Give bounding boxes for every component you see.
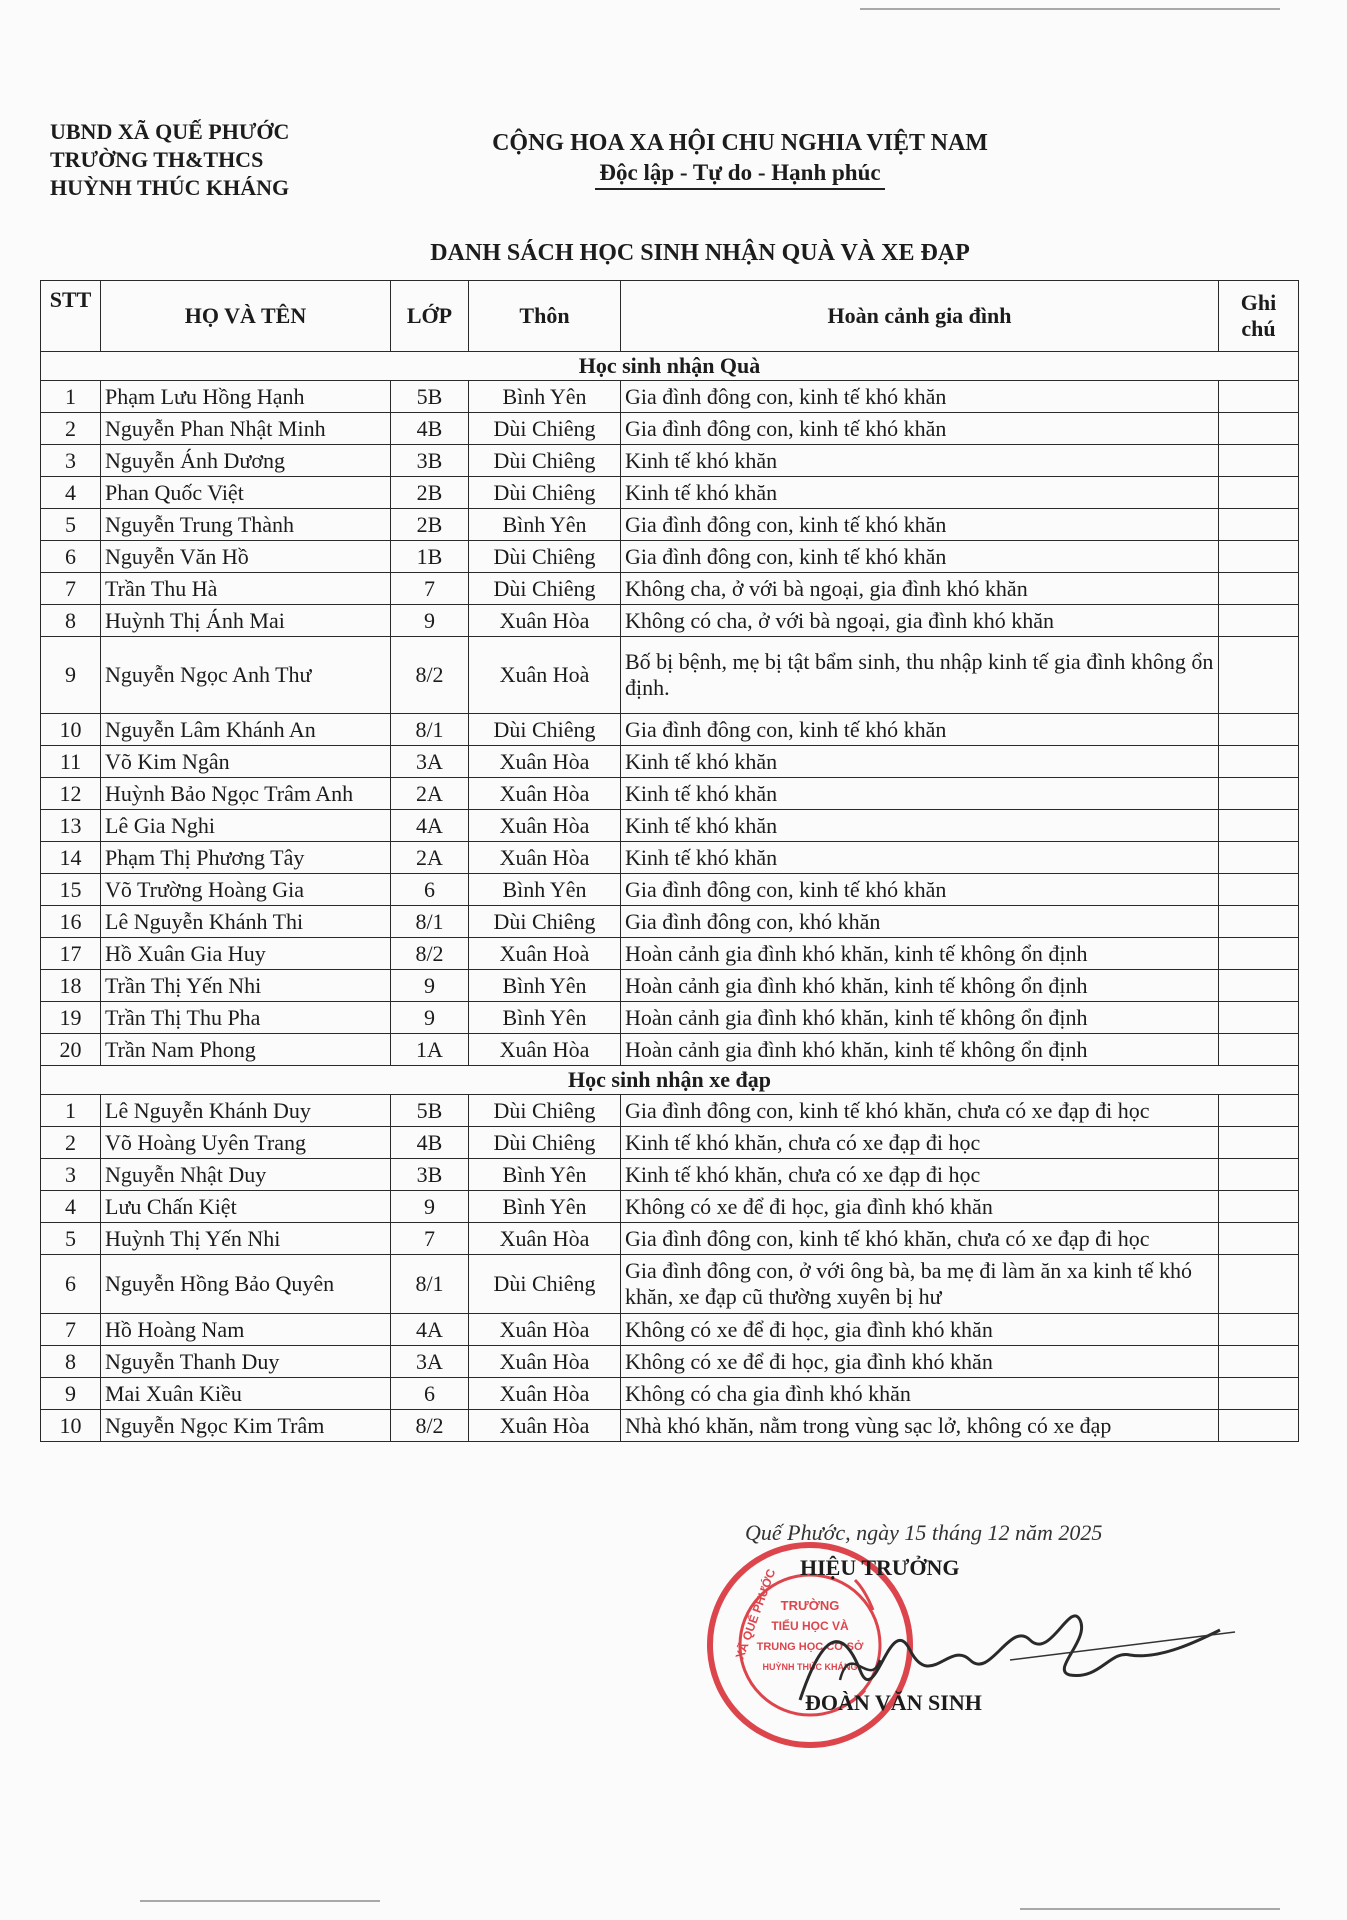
cell-situation: Hoàn cảnh gia đình khó khăn, kinh tế không ổn định: [621, 1034, 1219, 1066]
cell-note: [1219, 714, 1299, 746]
cell-class: 5B: [391, 381, 469, 413]
cell-class: 9: [391, 605, 469, 637]
cell-situation: Gia đình đông con, kinh tế khó khăn, chưa có xe đạp đi học: [621, 1223, 1219, 1255]
cell-name: Lưu Chấn Kiệt: [101, 1191, 391, 1223]
cell-situation: Kinh tế khó khăn: [621, 445, 1219, 477]
cell-village: Bình Yên: [469, 1159, 621, 1191]
cell-name: Phạm Thị Phương Tây: [101, 842, 391, 874]
cell-class: 3B: [391, 1159, 469, 1191]
cell-class: 3B: [391, 445, 469, 477]
cell-village: Dùi Chiêng: [469, 445, 621, 477]
cell-stt: 4: [41, 477, 101, 509]
cell-village: Bình Yên: [469, 1191, 621, 1223]
cell-name: Hồ Xuân Gia Huy: [101, 938, 391, 970]
table-row: [41, 573, 1299, 605]
cell-note: [1219, 938, 1299, 970]
cell-class: 5B: [391, 1095, 469, 1127]
cell-class: 1B: [391, 541, 469, 573]
cell-situation: Hoàn cảnh gia đình khó khăn, kinh tế không ổn định: [621, 970, 1219, 1002]
cell-name: Nguyễn Nhật Duy: [101, 1159, 391, 1191]
cell-stt: 9: [41, 637, 101, 714]
cell-village: Xuân Hòa: [469, 778, 621, 810]
cell-situation: Không có xe để đi học, gia đình khó khăn: [621, 1346, 1219, 1378]
cell-name: Nguyễn Ánh Dương: [101, 445, 391, 477]
cell-stt: 1: [41, 381, 101, 413]
cell-name: Nguyễn Lâm Khánh An: [101, 714, 391, 746]
cell-situation: Gia đình đông con, kinh tế khó khăn: [621, 874, 1219, 906]
cell-name: Trần Nam Phong: [101, 1034, 391, 1066]
table-row: [41, 1095, 1299, 1127]
cell-class: 8/1: [391, 714, 469, 746]
cell-village: Xuân Hòa: [469, 1410, 621, 1442]
cell-class: 4B: [391, 1127, 469, 1159]
cell-note: [1219, 1410, 1299, 1442]
cell-name: Nguyễn Trung Thành: [101, 509, 391, 541]
section-header-row: [41, 1066, 1299, 1095]
table-row: [41, 1346, 1299, 1378]
table-row: [41, 1127, 1299, 1159]
cell-stt: 6: [41, 1255, 101, 1314]
table-row: [41, 778, 1299, 810]
cell-name: Trần Thu Hà: [101, 573, 391, 605]
cell-village: Dùi Chiêng: [469, 714, 621, 746]
table-row: [41, 714, 1299, 746]
cell-name: Nguyễn Thanh Duy: [101, 1346, 391, 1378]
cell-note: [1219, 1034, 1299, 1066]
cell-class: 2A: [391, 842, 469, 874]
table-row: [41, 1002, 1299, 1034]
cell-class: 8/2: [391, 938, 469, 970]
cell-note: [1219, 970, 1299, 1002]
cell-village: Xuân Hòa: [469, 810, 621, 842]
cell-village: Bình Yên: [469, 1002, 621, 1034]
cell-class: 2B: [391, 477, 469, 509]
cell-note: [1219, 778, 1299, 810]
cell-stt: 7: [41, 573, 101, 605]
cell-situation: Không có xe để đi học, gia đình khó khăn: [621, 1191, 1219, 1223]
cell-stt: 2: [41, 1127, 101, 1159]
cell-stt: 12: [41, 778, 101, 810]
cell-village: Dùi Chiêng: [469, 1095, 621, 1127]
cell-class: 4B: [391, 413, 469, 445]
cell-name: Lê Gia Nghi: [101, 810, 391, 842]
cell-class: 3A: [391, 1346, 469, 1378]
cell-stt: 16: [41, 906, 101, 938]
cell-class: 8/1: [391, 1255, 469, 1314]
cell-name: Trần Thị Yến Nhi: [101, 970, 391, 1002]
date-line: Quế Phước, ngày 15 tháng 12 năm 2025: [745, 1520, 1103, 1545]
cell-class: 2B: [391, 509, 469, 541]
section-title: Học sinh nhận Quà: [41, 352, 1299, 381]
cell-note: [1219, 605, 1299, 637]
svg-text:TIỂU HỌC VÀ: TIỂU HỌC VÀ: [771, 1619, 849, 1633]
table-row: [41, 874, 1299, 906]
cell-name: Nguyễn Hồng Bảo Quyên: [101, 1255, 391, 1314]
cell-name: Phan Quốc Việt: [101, 477, 391, 509]
section-title: Học sinh nhận xe đạp: [41, 1066, 1299, 1095]
cell-class: 8/1: [391, 906, 469, 938]
cell-name: Phạm Lưu Hồng Hạnh: [101, 381, 391, 413]
cell-situation: Không cha, ở với bà ngoại, gia đình khó khăn: [621, 573, 1219, 605]
cell-class: 9: [391, 1191, 469, 1223]
col-header-village: Thôn: [469, 281, 621, 352]
cell-situation: Gia đình đông con, kinh tế khó khăn: [621, 509, 1219, 541]
cell-class: 8/2: [391, 1410, 469, 1442]
table-row: [41, 906, 1299, 938]
cell-situation: Không có xe để đi học, gia đình khó khăn: [621, 1314, 1219, 1346]
cell-stt: 20: [41, 1034, 101, 1066]
cell-note: [1219, 413, 1299, 445]
col-header-note: Ghi chú: [1219, 281, 1299, 352]
cell-note: [1219, 573, 1299, 605]
cell-situation: Gia đình đông con, kinh tế khó khăn: [621, 541, 1219, 573]
section-header-row: [41, 352, 1299, 381]
cell-situation: Nhà khó khăn, nằm trong vùng sạc lở, không có xe đạp: [621, 1410, 1219, 1442]
cell-stt: 7: [41, 1314, 101, 1346]
cell-stt: 3: [41, 445, 101, 477]
principal-title: HIỆU TRƯỞNG: [800, 1555, 960, 1580]
cell-stt: 8: [41, 605, 101, 637]
cell-village: Xuân Hòa: [469, 1378, 621, 1410]
cell-stt: 17: [41, 938, 101, 970]
cell-village: Bình Yên: [469, 874, 621, 906]
cell-name: Lê Nguyễn Khánh Duy: [101, 1095, 391, 1127]
signer-name: ĐOÀN VĂN SINH: [805, 1690, 982, 1715]
scan-edge-top: [860, 8, 1280, 10]
header-right: [420, 128, 1060, 190]
cell-village: Dùi Chiêng: [469, 1127, 621, 1159]
svg-text:XÃ QUẾ PHƯỚC: XÃ QUẾ PHƯỚC: [732, 1567, 779, 1662]
cell-class: 2A: [391, 778, 469, 810]
col-header-stt: STT: [41, 281, 101, 352]
cell-situation: Kinh tế khó khăn: [621, 746, 1219, 778]
cell-stt: 10: [41, 714, 101, 746]
cell-stt: 9: [41, 1378, 101, 1410]
cell-stt: 19: [41, 1002, 101, 1034]
cell-name: Huỳnh Bảo Ngọc Trâm Anh: [101, 778, 391, 810]
cell-name: Lê Nguyễn Khánh Thi: [101, 906, 391, 938]
cell-village: Bình Yên: [469, 509, 621, 541]
cell-note: [1219, 637, 1299, 714]
table-body: [41, 352, 1299, 1442]
cell-village: Xuân Hòa: [469, 1034, 621, 1066]
cell-stt: 14: [41, 842, 101, 874]
cell-village: Xuân Hoà: [469, 938, 621, 970]
document-title: DANH SÁCH HỌC SINH NHẬN QUÀ VÀ XE ĐẠP: [430, 240, 970, 266]
table-row: [41, 477, 1299, 509]
cell-name: Trần Thị Thu Pha: [101, 1002, 391, 1034]
cell-village: Xuân Hòa: [469, 1346, 621, 1378]
cell-name: Huỳnh Thị Ánh Mai: [101, 605, 391, 637]
cell-class: 4A: [391, 1314, 469, 1346]
cell-name: Nguyễn Ngọc Kim Trâm: [101, 1410, 391, 1442]
cell-village: Dùi Chiêng: [469, 541, 621, 573]
cell-name: Nguyễn Phan Nhật Minh: [101, 413, 391, 445]
cell-name: Võ Kim Ngân: [101, 746, 391, 778]
table-row: [41, 746, 1299, 778]
cell-name: Nguyễn Ngọc Anh Thư: [101, 637, 391, 714]
table-row: [41, 1378, 1299, 1410]
cell-name: Huỳnh Thị Yến Nhi: [101, 1223, 391, 1255]
cell-name: Võ Hoàng Uyên Trang: [101, 1127, 391, 1159]
cell-note: [1219, 1378, 1299, 1410]
cell-note: [1219, 1314, 1299, 1346]
cell-situation: Kinh tế khó khăn: [621, 842, 1219, 874]
cell-situation: Không có cha, ở với bà ngoại, gia đình khó khăn: [621, 605, 1219, 637]
cell-class: 4A: [391, 810, 469, 842]
cell-class: 6: [391, 1378, 469, 1410]
cell-situation: Hoàn cảnh gia đình khó khăn, kinh tế không ổn định: [621, 938, 1219, 970]
cell-village: Dùi Chiêng: [469, 1255, 621, 1314]
cell-stt: 11: [41, 746, 101, 778]
cell-stt: 2: [41, 413, 101, 445]
cell-stt: 8: [41, 1346, 101, 1378]
cell-village: Xuân Hòa: [469, 1223, 621, 1255]
cell-note: [1219, 1159, 1299, 1191]
cell-situation: Kinh tế khó khăn: [621, 477, 1219, 509]
cell-village: Xuân Hòa: [469, 605, 621, 637]
cell-stt: 1: [41, 1095, 101, 1127]
col-header-situation: Hoàn cảnh gia đình: [621, 281, 1219, 352]
table-row: [41, 1314, 1299, 1346]
cell-stt: 15: [41, 874, 101, 906]
cell-situation: Kinh tế khó khăn, chưa có xe đạp đi học: [621, 1127, 1219, 1159]
cell-village: Bình Yên: [469, 381, 621, 413]
cell-village: Dùi Chiêng: [469, 477, 621, 509]
svg-text:TRƯỜNG: TRƯỜNG: [780, 1598, 840, 1613]
cell-stt: 4: [41, 1191, 101, 1223]
national-title: CỘNG HOA XA HỘI CHU NGHIA VIỆT NAM: [492, 130, 988, 156]
cell-situation: Gia đình đông con, ở với ông bà, ba mẹ đi làm ăn xa kinh tế khó khăn, xe đạp cũ thường xuyên bị hư: [621, 1255, 1219, 1314]
cell-situation: Bố bị bệnh, mẹ bị tật bẩm sinh, thu nhập kinh tế gia đình không ổn định.: [621, 637, 1219, 714]
svg-text:TRUNG HỌC CƠ SỞ: TRUNG HỌC CƠ SỞ: [756, 1641, 864, 1653]
col-header-class: LỚP: [391, 281, 469, 352]
table-row: [41, 509, 1299, 541]
cell-note: [1219, 746, 1299, 778]
cell-village: Xuân Hòa: [469, 842, 621, 874]
cell-situation: Kinh tế khó khăn: [621, 810, 1219, 842]
cell-note: [1219, 1255, 1299, 1314]
cell-stt: 5: [41, 509, 101, 541]
table-row: [41, 445, 1299, 477]
authority-name: UBND XÃ QUẾ PHƯỚC: [50, 119, 290, 144]
cell-note: [1219, 381, 1299, 413]
table-row: [41, 381, 1299, 413]
table-header-row: [41, 281, 1299, 352]
cell-note: [1219, 1127, 1299, 1159]
cell-stt: 3: [41, 1159, 101, 1191]
cell-class: 7: [391, 1223, 469, 1255]
scan-edge-bottom: [140, 1900, 380, 1902]
table-row: [41, 413, 1299, 445]
cell-note: [1219, 1002, 1299, 1034]
cell-note: [1219, 445, 1299, 477]
cell-note: [1219, 1223, 1299, 1255]
cell-village: Dùi Chiêng: [469, 573, 621, 605]
cell-class: 7: [391, 573, 469, 605]
table-row: [41, 810, 1299, 842]
cell-situation: Gia đình đông con, kinh tế khó khăn, chưa có xe đạp đi học: [621, 1095, 1219, 1127]
cell-note: [1219, 874, 1299, 906]
cell-village: Bình Yên: [469, 970, 621, 1002]
cell-stt: 18: [41, 970, 101, 1002]
scan-edge-bottom-right: [1020, 1908, 1280, 1910]
table-row: [41, 1159, 1299, 1191]
cell-note: [1219, 477, 1299, 509]
table-row: [41, 1034, 1299, 1066]
cell-situation: Gia đình đông con, kinh tế khó khăn: [621, 714, 1219, 746]
cell-situation: Kinh tế khó khăn, chưa có xe đạp đi học: [621, 1159, 1219, 1191]
table-row: [41, 637, 1299, 714]
cell-class: 6: [391, 874, 469, 906]
cell-stt: 6: [41, 541, 101, 573]
col-header-name: HỌ VÀ TÊN: [101, 281, 391, 352]
cell-village: Dùi Chiêng: [469, 413, 621, 445]
table-row: [41, 970, 1299, 1002]
cell-situation: Gia đình đông con, khó khăn: [621, 906, 1219, 938]
cell-stt: 10: [41, 1410, 101, 1442]
cell-village: Dùi Chiêng: [469, 906, 621, 938]
table-row: [41, 842, 1299, 874]
cell-note: [1219, 1346, 1299, 1378]
table-row: [41, 1191, 1299, 1223]
table-row: [41, 1223, 1299, 1255]
cell-name: Hồ Hoàng Nam: [101, 1314, 391, 1346]
cell-village: Xuân Hoà: [469, 637, 621, 714]
cell-note: [1219, 509, 1299, 541]
header-left: [50, 118, 289, 202]
cell-situation: Hoàn cảnh gia đình khó khăn, kinh tế không ổn định: [621, 1002, 1219, 1034]
table-row: [41, 541, 1299, 573]
student-table: [40, 280, 1299, 1442]
cell-note: [1219, 906, 1299, 938]
cell-class: 9: [391, 1002, 469, 1034]
svg-text:HUỲNH THÚC KHÁNG: HUỲNH THÚC KHÁNG: [762, 1662, 858, 1672]
cell-class: 9: [391, 970, 469, 1002]
table-row: [41, 1255, 1299, 1314]
cell-name: Nguyễn Văn Hồ: [101, 541, 391, 573]
school-name-line1: TRƯỜNG TH&THCS: [50, 147, 264, 172]
table-row: [41, 605, 1299, 637]
table-row: [41, 938, 1299, 970]
cell-village: Xuân Hòa: [469, 746, 621, 778]
table-row: [41, 1410, 1299, 1442]
cell-stt: 5: [41, 1223, 101, 1255]
cell-note: [1219, 842, 1299, 874]
cell-note: [1219, 810, 1299, 842]
cell-stt: 13: [41, 810, 101, 842]
cell-class: 3A: [391, 746, 469, 778]
school-name-line2: HUỲNH THÚC KHÁNG: [50, 175, 290, 200]
cell-village: Xuân Hòa: [469, 1314, 621, 1346]
cell-situation: Không có cha gia đình khó khăn: [621, 1378, 1219, 1410]
cell-situation: Gia đình đông con, kinh tế khó khăn: [621, 381, 1219, 413]
national-motto: Độc lập - Tự do - Hạnh phúc: [595, 158, 884, 190]
cell-note: [1219, 541, 1299, 573]
cell-situation: Gia đình đông con, kinh tế khó khăn: [621, 413, 1219, 445]
cell-name: Võ Trường Hoàng Gia: [101, 874, 391, 906]
cell-note: [1219, 1191, 1299, 1223]
cell-class: 8/2: [391, 637, 469, 714]
cell-note: [1219, 1095, 1299, 1127]
cell-name: Mai Xuân Kiều: [101, 1378, 391, 1410]
cell-class: 1A: [391, 1034, 469, 1066]
cell-situation: Kinh tế khó khăn: [621, 778, 1219, 810]
